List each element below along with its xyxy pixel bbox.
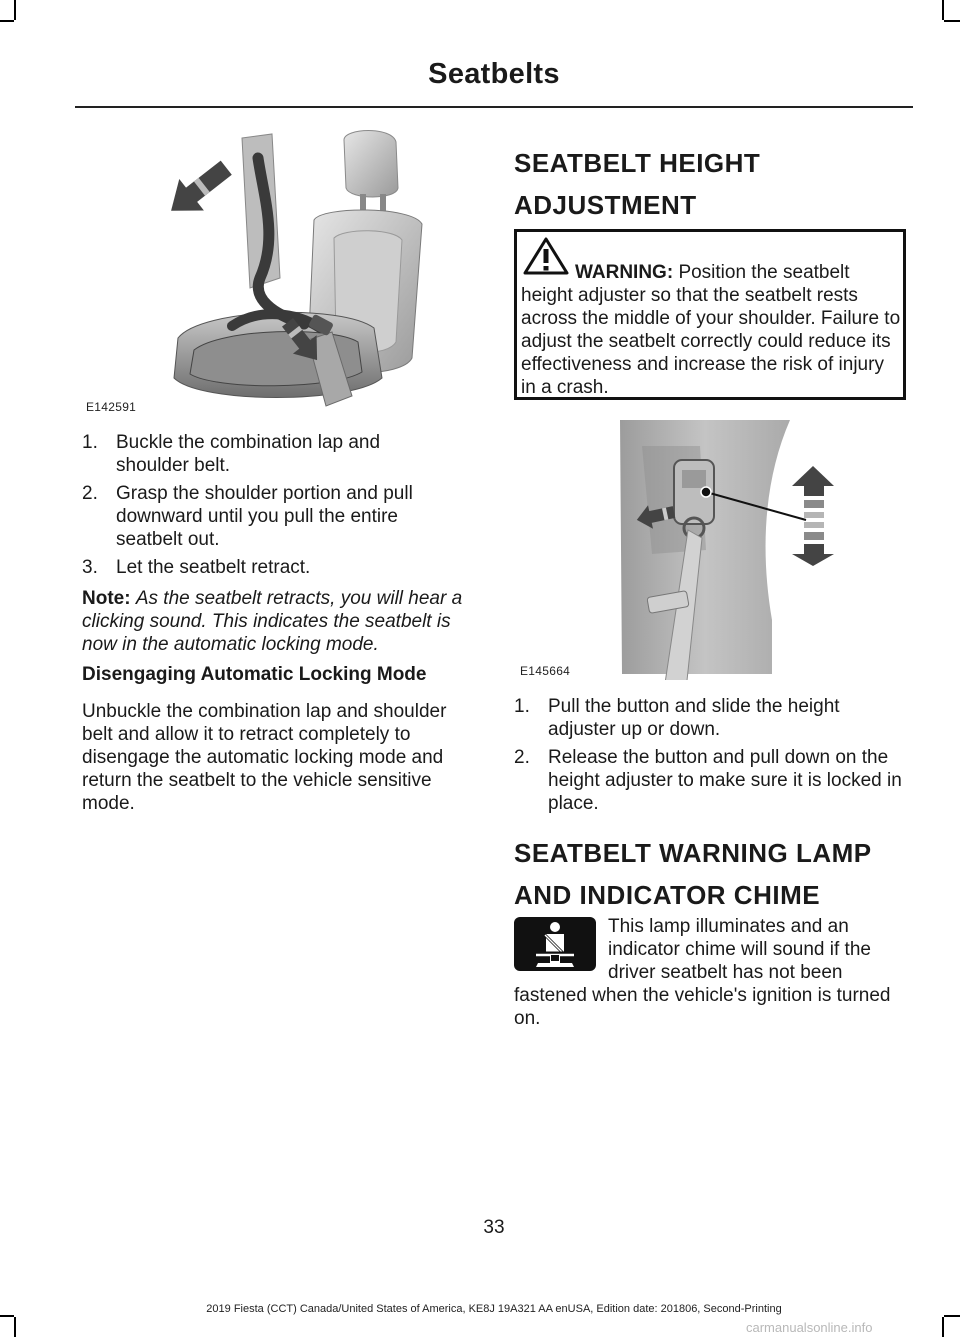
step-text: Let the seatbelt retract. <box>116 557 311 578</box>
step-number: 2. <box>514 747 530 768</box>
step-number: 2. <box>82 483 98 504</box>
step-number: 1. <box>514 696 530 717</box>
seat-belt-illustration <box>82 128 478 418</box>
crop-mark <box>0 20 14 22</box>
step-text: Grasp the shoulder portion and pull downward until you pull the entire seatbelt out. <box>116 483 413 550</box>
list-item <box>514 695 906 741</box>
step-text: Buckle the combination lap and shoulder belt. <box>116 432 381 476</box>
crop-mark <box>14 1317 16 1337</box>
figure-code: E142591 <box>86 400 137 414</box>
crop-mark <box>942 1317 944 1337</box>
footer: 2019 Fiesta (CCT) Canada/United States of America, KE8J 19A321 AA enUSA, Edition date: 201806, Second-Printing <box>206 1303 782 1315</box>
list-item <box>82 482 478 551</box>
height-adjuster-illustration <box>514 420 906 680</box>
crop-mark <box>942 0 944 20</box>
list-item <box>82 556 478 579</box>
crop-mark <box>944 20 960 22</box>
list-item <box>82 431 478 477</box>
note-text: As the seatbelt retracts, you will hear a clicking sound. This indicates the seatbelt is now in the automatic locking mode. <box>82 588 463 655</box>
pull-arrow-upper <box>159 152 239 227</box>
page-number: 33 <box>483 1217 505 1238</box>
page-title: Seatbelts <box>428 58 560 90</box>
section-title-height: SEATBELT HEIGHT ADJUSTMENT <box>514 148 761 220</box>
figure-code: E145664 <box>520 664 571 678</box>
crop-mark <box>944 1315 960 1317</box>
lamp-description: This lamp illuminates and an indicator chime will sound if the driver seatbelt has not been fastened when the vehicle's ignition is turned on. <box>514 916 891 1029</box>
note <box>82 587 478 656</box>
step-number: 3. <box>82 557 98 578</box>
watermark: carmanualsonline.info <box>746 1320 873 1335</box>
crop-mark <box>14 0 16 20</box>
crop-mark <box>0 1315 14 1317</box>
warning-text: WARNING: Position the seatbelt height adjuster so that the seatbelt rests across the middle of your shoulder. Failure to adjust the seatbelt correctly could reduce its effectiveness and increase the risk of injury in a crash. <box>521 262 901 398</box>
header-rule <box>75 106 913 108</box>
note-label: Note: <box>82 588 131 609</box>
subsection-heading: Disengaging Automatic Locking Mode <box>82 664 427 685</box>
section-title-lamp: SEATBELT WARNING LAMP AND INDICATOR CHIME <box>514 838 872 910</box>
paragraph: Unbuckle the combination lap and shoulder belt and allow it to retract completely to disengage the automatic locking mode and return the seatbelt to the vehicle sensitive mode. <box>82 701 447 814</box>
step-text: Pull the button and slide the height adjuster up or down. <box>548 696 840 740</box>
step-text: Release the button and pull down on the height adjuster to make sure it is locked in place. <box>548 747 902 814</box>
list-item <box>514 746 906 815</box>
warning-label: WARNING: <box>575 262 674 283</box>
step-number: 1. <box>82 432 98 453</box>
up-down-arrow-icon <box>792 466 834 566</box>
